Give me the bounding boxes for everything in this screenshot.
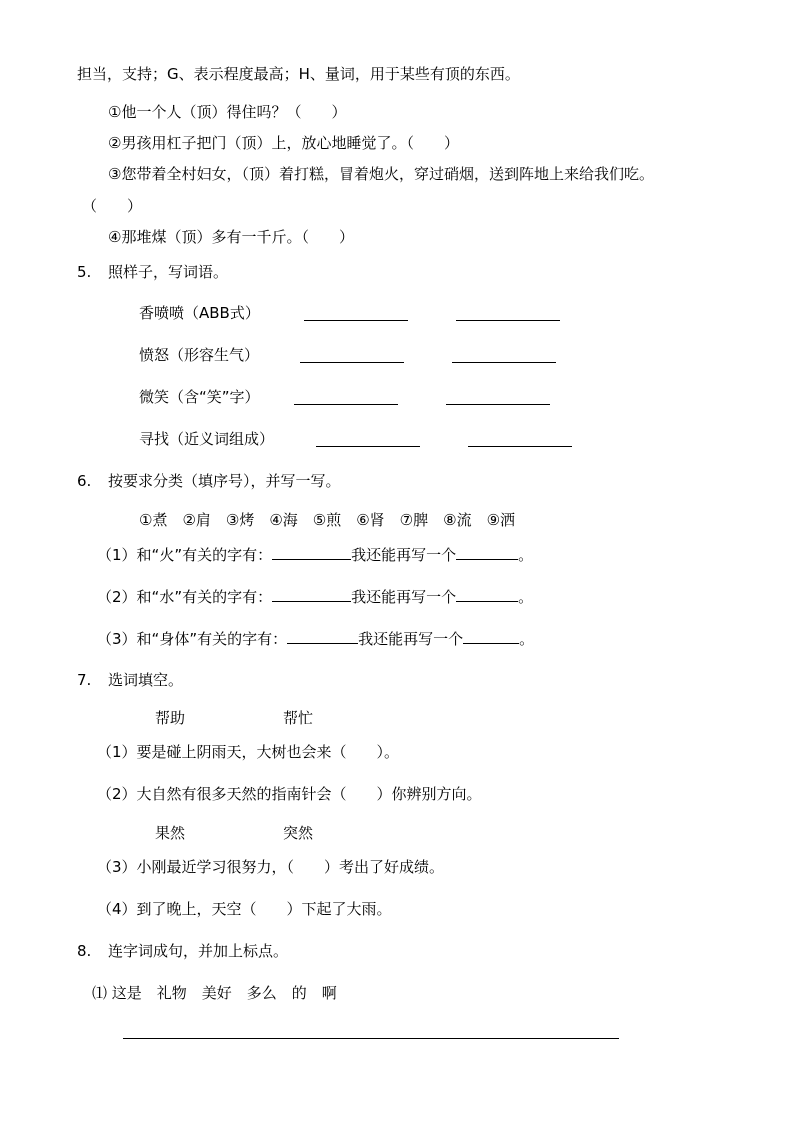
q6-chars: ①煮 ②肩 ③烤 ④海 ⑤煎 ⑥肾 ⑦脾 ⑧流 ⑨洒 [139,511,516,529]
q6-row-3-mid: 我还能再写一个 [358,630,464,648]
q5-blank-3a[interactable] [294,404,398,405]
q8-number: 8. [77,942,92,960]
q5-number: 5. [77,263,92,281]
q7-number: 7. [77,671,92,689]
q6-row-1-mid: 我还能再写一个 [351,546,457,564]
q8-heading [77,941,288,961]
q6-row-1-label: （1）和“火”有关的字有： [97,546,273,564]
q6-row-2-blank-b[interactable] [456,586,518,602]
q6-row-1 [97,544,533,565]
q7-word-1: 帮助 [155,709,186,727]
q6-row-1-blank-b[interactable] [456,544,518,560]
q8-answer-line[interactable] [123,1038,619,1039]
q6-row-3 [97,628,534,649]
q5-item-4: 寻找（近义词组成） [139,430,275,448]
q6-title: 按要求分类（填序号），并写一写。 [108,472,341,490]
q6-row-3-end: 。 [519,630,535,648]
q7-heading [77,670,183,690]
q6-row-2-mid: 我还能再写一个 [351,588,457,606]
q5-blank-1b[interactable] [456,320,560,321]
q7-word-2: 帮忙 [283,709,314,727]
q5-item-1: 香喷喷（ABB式） [139,304,260,322]
q4-item-3-answer: （ ） [82,197,143,215]
q5-blank-4b[interactable] [468,446,572,447]
q6-row-2-end: 。 [518,588,534,606]
q5-blank-1a[interactable] [304,320,408,321]
q4-item-2: ②男孩用杠子把门（顶）上，放心地睡觉了。（ ） [108,134,459,152]
q6-heading [77,471,341,491]
q6-row-3-blank-b[interactable] [463,628,519,644]
q7-word-4: 突然 [283,824,314,842]
q5-item-3: 微笑（含“笑”字） [139,388,260,406]
q4-intro: 担当，支持；G、表示程度最高；H、量词，用于某些有顶的东西。 [77,65,520,83]
q6-row-3-label: （3）和“身体”有关的字有： [97,630,288,648]
q5-blank-2b[interactable] [452,362,556,363]
q7-item-2: （2）大自然有很多天然的指南针会（ ）你辨别方向。 [97,785,482,803]
q5-heading [77,262,228,282]
q7-item-1: （1）要是碰上阴雨天，大树也会来（ ）。 [97,743,400,761]
q7-word-3: 果然 [155,824,186,842]
q5-title: 照样子，写词语。 [108,263,229,281]
q5-blank-3b[interactable] [446,404,550,405]
q6-row-2-blank-a[interactable] [272,586,351,602]
q4-item-1: ①他一个人（顶）得住吗？（ ） [108,103,347,121]
q8-title: 连字词成句，并加上标点。 [108,942,289,960]
q6-row-3-blank-a[interactable] [287,628,358,644]
q5-item-2: 愤怒（形容生气） [139,346,260,364]
q6-row-1-blank-a[interactable] [272,544,351,560]
q5-blank-4a[interactable] [316,446,420,447]
q7-item-3: （3）小刚最近学习很努力，（ ）考出了好成绩。 [97,858,445,876]
q6-row-1-end: 。 [518,546,534,564]
q6-number: 6. [77,472,92,490]
q8-item-1: ⑴ 这是 礼物 美好 多么 的 啊 [92,984,337,1002]
q4-item-3: ③您带着全村妇女，（顶）着打糕，冒着炮火，穿过硝烟，送到阵地上来给我们吃。 [108,165,654,183]
q4-item-4: ④那堆煤（顶）多有一千斤。（ ） [108,228,354,246]
q6-row-2 [97,586,533,607]
q7-title: 选词填空。 [108,671,184,689]
q6-row-2-label: （2）和“水”有关的字有： [97,588,273,606]
q7-item-4: （4）到了晚上，天空（ ）下起了大雨。 [97,900,392,918]
q5-blank-2a[interactable] [300,362,404,363]
